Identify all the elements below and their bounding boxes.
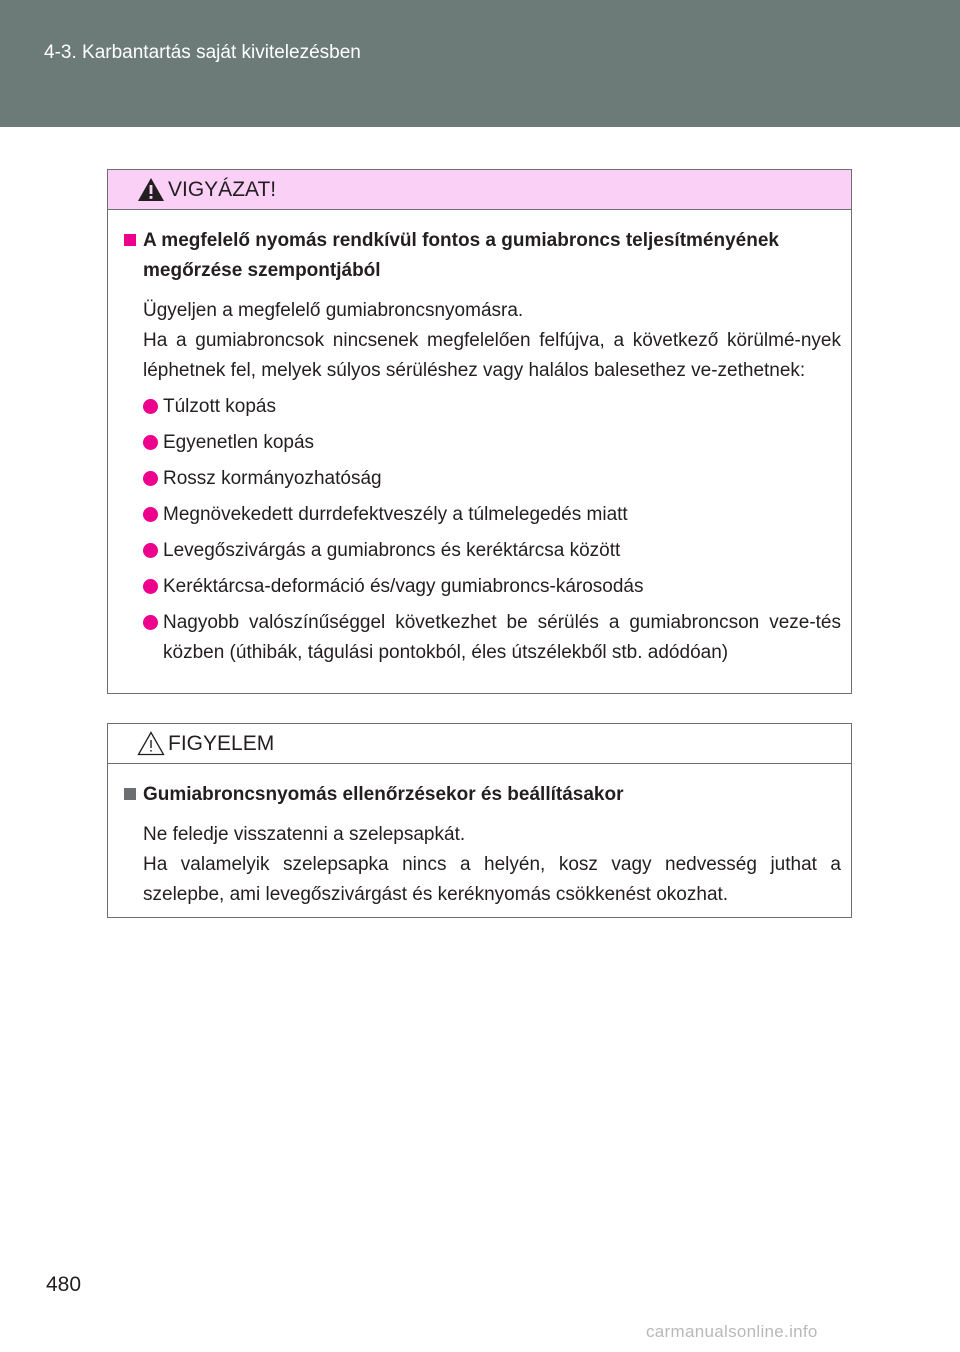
- square-bullet-icon: [124, 234, 136, 246]
- caution-title: VIGYÁZAT!: [168, 178, 277, 201]
- bullet-dot-icon: [143, 435, 158, 450]
- caution-paragraph: Ha a gumiabroncsok nincsenek megfelelően felfújva, a következő körülmé-nyek léphetnek fel, melyek súlyos sérüléshez vagy halálos balesethez ve-zethetnek:: [143, 330, 841, 381]
- bullet-dot-icon: [143, 471, 158, 486]
- caution-heading-line: megőrzése szempontjából: [143, 260, 381, 281]
- list-item: Keréktárcsa-deformáció és/vagy gumiabroncs-károsodás: [118, 572, 841, 602]
- list-item: Levegőszivárgás a gumiabroncs és keréktárcsa között: [118, 536, 841, 566]
- watermark: carmanualsonline.info: [646, 1322, 818, 1341]
- bullet-dot-icon: [143, 615, 158, 630]
- caution-box-header: [108, 170, 851, 210]
- caution-intro: Ügyeljen a megfelelő gumiabroncsnyomásra.: [143, 300, 524, 321]
- square-bullet-icon: [124, 788, 136, 800]
- bullet-dot-icon: [143, 507, 158, 522]
- list-item: Rossz kormányozhatóság: [118, 464, 841, 494]
- caution-box: [107, 169, 852, 694]
- page-header: [0, 0, 960, 127]
- notice-body: [108, 780, 851, 910]
- page-number: 480: [46, 1273, 82, 1296]
- list-item: Egyenetlen kopás: [118, 428, 841, 458]
- section-title: 4-3. Karbantartás saját kivitelezésben: [44, 42, 361, 63]
- notice-intro: Ne feledje visszatenni a szelepsapkát.: [143, 824, 466, 845]
- warning-icon: [137, 177, 165, 202]
- notice-icon: [137, 731, 165, 756]
- notice-heading: Gumiabroncsnyomás ellenőrzésekor és beállításakor: [118, 780, 841, 810]
- bullet-dot-icon: [143, 399, 158, 414]
- caution-heading: [118, 226, 841, 286]
- notice-title: FIGYELEM: [168, 732, 275, 755]
- notice-box-header: [108, 724, 851, 764]
- bullet-dot-icon: [143, 579, 158, 594]
- notice-paragraph: Ha valamelyik szelepsapka nincs a helyén, kosz vagy nedvesség juthat a szelepbe, ami levegőszivárgást és keréknyomás csökkenést okozhat.: [143, 854, 841, 905]
- caution-heading-line: A megfelelő nyomás rendkívül fontos a gumiabroncs teljesítményének: [143, 230, 779, 251]
- list-item: Megnövekedett durrdefektveszély a túlmelegedés miatt: [118, 500, 841, 530]
- bullet-dot-icon: [143, 543, 158, 558]
- notice-box: [107, 723, 852, 918]
- list-item: Túlzott kopás: [118, 392, 841, 422]
- list-item: Nagyobb valószínűséggel következhet be sérülés a gumiabroncson veze-tés közben (úthibák, tágulási pontokból, éles útszélekből stb. adódóan): [118, 608, 841, 668]
- caution-body: [108, 226, 851, 668]
